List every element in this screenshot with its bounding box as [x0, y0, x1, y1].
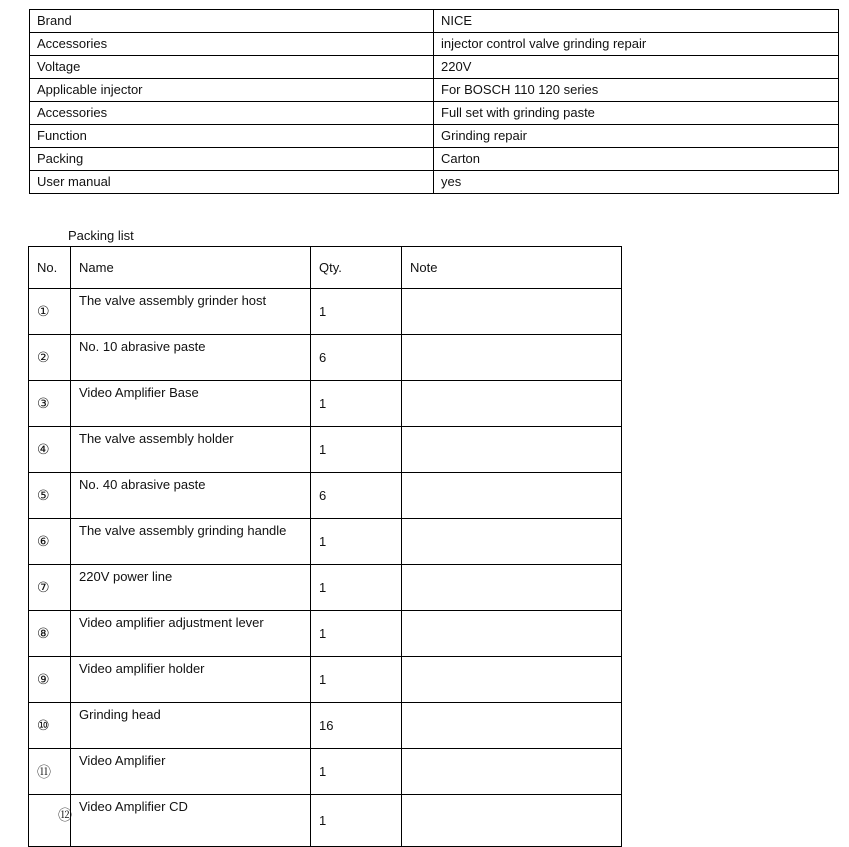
spec-row-accessories: [30, 33, 839, 56]
spec-value: injector control valve grinding repair: [434, 33, 839, 56]
item-note: [402, 657, 622, 703]
spec-value: yes: [434, 171, 839, 194]
spec-value: Grinding repair: [434, 125, 839, 148]
item-name: The valve assembly holder: [71, 427, 311, 473]
item-number: ④: [29, 427, 71, 473]
table-row: [29, 381, 622, 427]
spec-label: Accessories: [30, 102, 434, 125]
item-note: [402, 703, 622, 749]
spec-label: User manual: [30, 171, 434, 194]
item-name: No. 10 abrasive paste: [71, 335, 311, 381]
item-number: ③: [29, 381, 71, 427]
item-name: The valve assembly grinder host: [71, 289, 311, 335]
spec-value: For BOSCH 110 120 series: [434, 79, 839, 102]
table-row: [29, 289, 622, 335]
spec-value: 220V: [434, 56, 839, 79]
item-note: [402, 565, 622, 611]
item-number: ⑩: [29, 703, 71, 749]
item-number: ①: [29, 289, 71, 335]
item-note: [402, 749, 622, 795]
item-name: No. 40 abrasive paste: [71, 473, 311, 519]
item-qty: 1: [311, 611, 402, 657]
item-note: [402, 335, 622, 381]
spec-value: Carton: [434, 148, 839, 171]
column-header-name: Name: [71, 247, 311, 289]
item-name: Video amplifier holder: [71, 657, 311, 703]
column-header-no: No.: [29, 247, 71, 289]
spec-row-voltage: [30, 56, 839, 79]
spec-label: Accessories: [30, 33, 434, 56]
item-note: [402, 381, 622, 427]
spec-row-user-manual: [30, 171, 839, 194]
column-header-qty: Qty.: [311, 247, 402, 289]
item-qty: 6: [311, 335, 402, 381]
item-qty: 6: [311, 473, 402, 519]
table-row: [29, 749, 622, 795]
table-row: [29, 795, 622, 847]
item-qty: 16: [311, 703, 402, 749]
item-number: ⑥: [29, 519, 71, 565]
item-name: Video Amplifier Base: [71, 381, 311, 427]
item-name: The valve assembly grinding handle: [71, 519, 311, 565]
item-qty: 1: [311, 795, 402, 847]
item-note: [402, 289, 622, 335]
item-qty: 1: [311, 289, 402, 335]
table-row: [29, 519, 622, 565]
table-row: [29, 611, 622, 657]
item-qty: 1: [311, 519, 402, 565]
packing-list-header-row: [29, 247, 622, 289]
item-number: ②: [29, 335, 71, 381]
spec-label: Voltage: [30, 56, 434, 79]
item-note: [402, 611, 622, 657]
spec-table: [29, 9, 839, 194]
spec-label: Applicable injector: [30, 79, 434, 102]
item-number: ⑧: [29, 611, 71, 657]
spec-row-packing: [30, 148, 839, 171]
spec-row-function: [30, 125, 839, 148]
spec-row-accessories-paste: [30, 102, 839, 125]
spec-row-brand: [30, 10, 839, 33]
spec-label: Packing: [30, 148, 434, 171]
item-qty: 1: [311, 749, 402, 795]
table-row: [29, 473, 622, 519]
spec-row-applicable-injector: [30, 79, 839, 102]
item-name: Video amplifier adjustment lever: [71, 611, 311, 657]
packing-list-caption: Packing list: [68, 228, 134, 243]
item-note: [402, 795, 622, 847]
item-name: Video Amplifier CD: [71, 795, 311, 847]
item-qty: 1: [311, 427, 402, 473]
item-number: ⑫: [29, 795, 71, 847]
spec-value: NICE: [434, 10, 839, 33]
item-name: 220V power line: [71, 565, 311, 611]
item-number: ⑦: [29, 565, 71, 611]
item-number: ⑨: [29, 657, 71, 703]
item-qty: 1: [311, 657, 402, 703]
item-number: ⑤: [29, 473, 71, 519]
table-row: [29, 427, 622, 473]
table-row: [29, 335, 622, 381]
spec-label: Function: [30, 125, 434, 148]
item-note: [402, 427, 622, 473]
table-row: [29, 703, 622, 749]
packing-list-table: [28, 246, 622, 847]
spec-label: Brand: [30, 10, 434, 33]
item-name: Video Amplifier: [71, 749, 311, 795]
table-row: [29, 565, 622, 611]
table-row: [29, 657, 622, 703]
item-qty: 1: [311, 381, 402, 427]
item-name: Grinding head: [71, 703, 311, 749]
item-number: ⑪: [29, 749, 71, 795]
item-qty: 1: [311, 565, 402, 611]
spec-value: Full set with grinding paste: [434, 102, 839, 125]
item-note: [402, 519, 622, 565]
item-note: [402, 473, 622, 519]
column-header-note: Note: [402, 247, 622, 289]
